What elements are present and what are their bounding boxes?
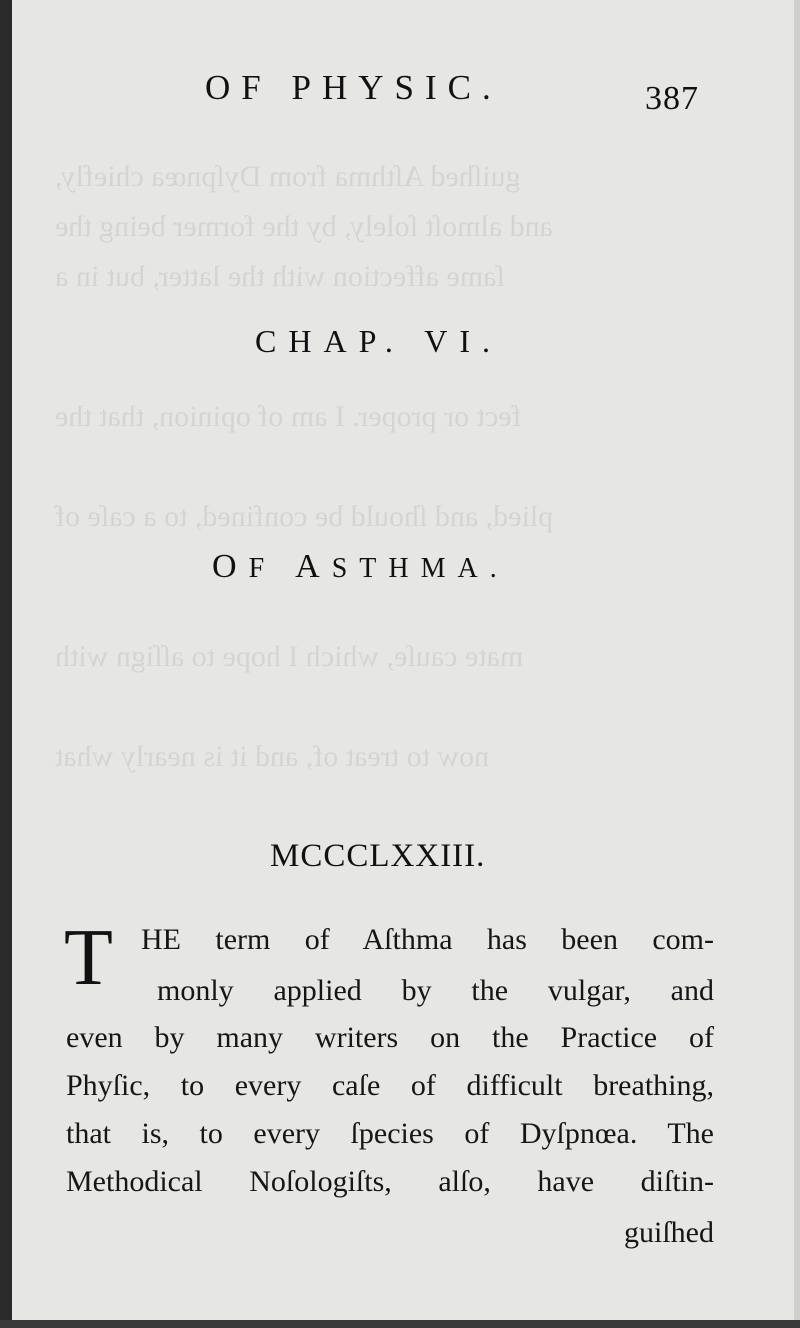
- bleed-through-line: plied, and ſhould be confined, to a caſe of: [55, 500, 554, 533]
- section-title-initial: O: [212, 548, 249, 585]
- bleed-through-line: and almoſt ſolely, by the former being the: [55, 210, 553, 243]
- bleed-through-line: ſame affection with the latter, but in a: [55, 260, 505, 293]
- body-text-line: monly applied by the vulgar, and: [157, 974, 714, 1007]
- body-text-line: HE term of Aſthma has been com-: [141, 923, 714, 956]
- bleed-through-line: mate cauſe, which I hope to aſſign with: [55, 640, 524, 673]
- bleed-through-line: fect or proper. I am of opinion, that the: [55, 400, 522, 433]
- bleed-through-line: now to treat of, and it is nearly what: [55, 740, 490, 773]
- body-text-line: Phyſic, to every caſe of difficult breathing,: [66, 1069, 714, 1102]
- chapter-heading: CHAP. VI.: [255, 323, 502, 359]
- paragraph-number: MCCCLXXIII.: [270, 838, 486, 874]
- section-title-text: STHMA.: [331, 553, 509, 584]
- body-text-line: even by many writers on the Practice of: [66, 1021, 714, 1054]
- section-title-initial: A: [295, 548, 332, 585]
- running-head: OF PHYSIC.: [205, 68, 502, 107]
- page-bottom-shadow: [0, 1320, 800, 1328]
- bleed-through-line: guiſhed Aſthma from Dyſpnœa chiefly,: [55, 160, 521, 193]
- section-title: [212, 548, 509, 586]
- page-gutter-shadow: [0, 0, 12, 1328]
- page-number: 387: [645, 80, 699, 117]
- section-title-text: F: [248, 553, 277, 584]
- body-text-line: that is, to every ſpecies of Dyſpnœa. The: [66, 1117, 714, 1150]
- page-edge-shadow: [794, 0, 800, 1328]
- body-text-line: Methodical Noſologiſts, alſo, have diſtin-: [66, 1165, 714, 1198]
- drop-cap: T: [64, 914, 113, 1002]
- catchword: guiſhed: [624, 1216, 714, 1249]
